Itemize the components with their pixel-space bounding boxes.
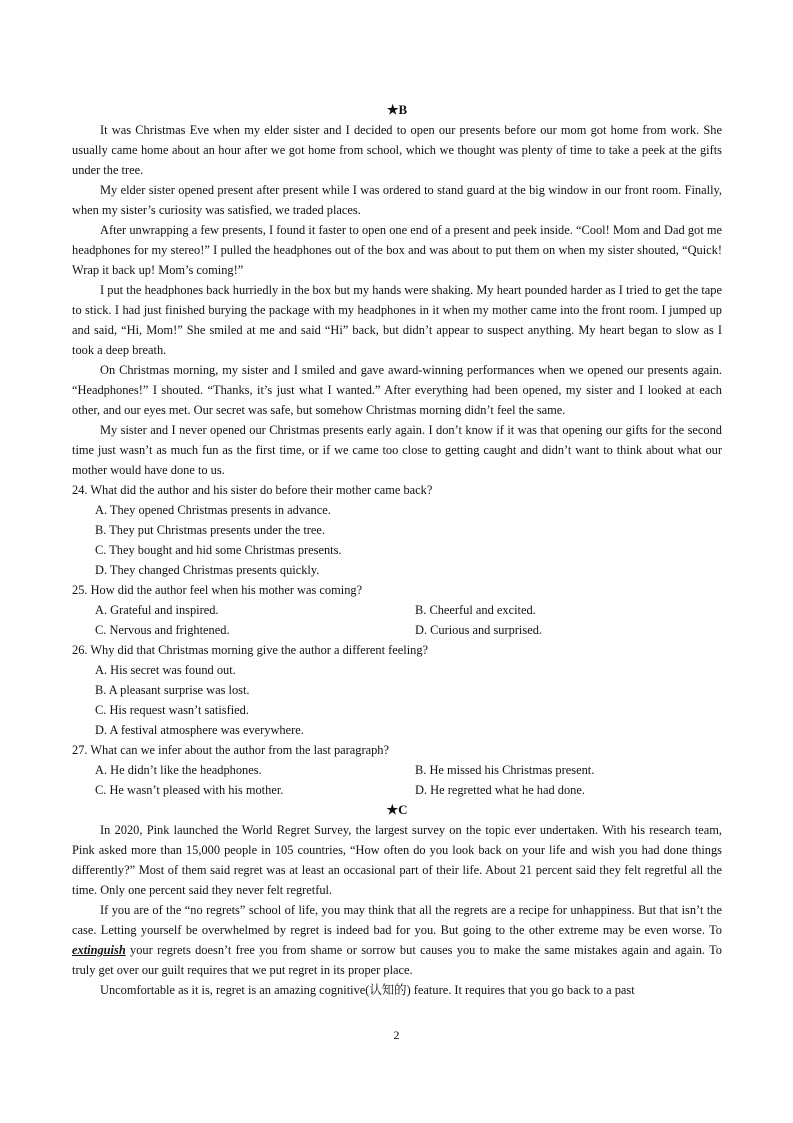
underlined-word: extinguish	[72, 943, 126, 957]
section-b-paragraph-4: I put the headphones back hurriedly in the box but my hands were shaking. My heart pounded harder as I tried to get the tape to stick. I had just finished burying the package with my headphones in it when my mother came into the front room. I jumped up and said, “Hi, Mom!” She smiled at me and said “Hi” back, but didn’t appear to suspect anything. My heart began to slow as I took a deep breath.	[72, 283, 722, 357]
question-24-option-d: D. They changed Christmas presents quickly.	[95, 563, 320, 577]
question-24-option-a: A. They opened Christmas presents in advance.	[95, 503, 331, 517]
question-25-stem: 25. How did the author feel when his mother was coming?	[72, 583, 363, 597]
question-27-options-row-2	[95, 780, 722, 800]
section-b-paragraph-2: My elder sister opened present after present while I was ordered to stand guard at the big window in our front room. Finally, when my sister’s curiosity was satisfied, we traded places.	[72, 183, 722, 217]
page-body	[72, 100, 722, 1000]
section-b-paragraph-3: After unwrapping a few presents, I found it faster to open one end of a present and peek inside. “Cool! Mom and Dad got me headphones for my stereo!” I pulled the headphones out of the box and was about to put them on when my sister shouted, “Quick! Wrap it back up! Mom’s coming!”	[72, 223, 722, 277]
question-25-option-b: B. Cheerful and excited.	[415, 603, 536, 617]
question-27-option-b: B. He missed his Christmas present.	[415, 763, 595, 777]
question-26-option-b: B. A pleasant surprise was lost.	[95, 683, 250, 697]
section-c-paragraph-2	[72, 900, 722, 980]
page-number: 2	[393, 1028, 400, 1042]
section-b-title: ★B	[386, 102, 408, 117]
question-26-option-a: A. His secret was found out.	[95, 663, 236, 677]
section-c-paragraph-2-start: If you are of the “no regrets” school of life, you may think that all the regrets are a recipe for unhappiness. But that isn’t the case. Letting yourself be overwhelmed by regret is indeed bad for you. But going to the other extreme may be even worse. To	[72, 903, 722, 937]
question-24-option-b: B. They put Christmas presents under the tree.	[95, 523, 325, 537]
question-27-option-c: C. He wasn’t pleased with his mother.	[95, 783, 284, 797]
section-c-paragraph-3: Uncomfortable as it is, regret is an amazing cognitive(认知的) feature. It requires that you go back to a past	[100, 983, 635, 997]
question-27-stem: 27. What can we infer about the author from the last paragraph?	[72, 743, 389, 757]
section-c-paragraph-1: In 2020, Pink launched the World Regret Survey, the largest survey on the topic ever undertaken. With his research team, Pink asked more than 15,000 people in 105 countries, “How often do you look back on your life and wish you had done things differently?” Most of them said regret was at least an occasional part of their life. About 21 percent said they felt regretful all the time. Only one percent said they never felt regretful.	[72, 823, 722, 897]
question-26-stem: 26. Why did that Christmas morning give the author a different feeling?	[72, 643, 429, 657]
question-27-option-d: D. He regretted what he had done.	[415, 783, 585, 797]
section-b-paragraph-6: My sister and I never opened our Christmas presents early again. I don’t know if it was that opening our gifts for the second time just wasn’t as much fun as the first time, or if we came too close to getting caught and didn’t want to think about what our mother would have done to us.	[72, 423, 722, 477]
section-b-paragraph-5: On Christmas morning, my sister and I smiled and gave award-winning performances when we opened our presents again. “Headphones!” I shouted. “Thanks, it’s just what I wanted.” After everything had been opened, my sister and I looked at each other, and our eyes met. Our secret was safe, but somehow Christmas morning didn’t feel the same.	[72, 363, 722, 417]
section-c-title: ★C	[386, 802, 408, 817]
question-25-option-c: C. Nervous and frightened.	[95, 623, 230, 637]
question-26-option-c: C. His request wasn’t satisfied.	[95, 703, 249, 717]
question-25-options-row-1	[95, 600, 722, 620]
question-25-options-row-2	[95, 620, 722, 640]
question-27-option-a: A. He didn’t like the headphones.	[95, 763, 262, 777]
question-25-option-d: D. Curious and surprised.	[415, 623, 542, 637]
question-24-stem: 24. What did the author and his sister do before their mother came back?	[72, 483, 433, 497]
question-25-option-a: A. Grateful and inspired.	[95, 603, 219, 617]
question-26-option-d: D. A festival atmosphere was everywhere.	[95, 723, 304, 737]
section-c-paragraph-2-end: your regrets doesn’t free you from shame or sorrow but causes you to make the same mistakes again and again. To truly get over our guilt requires that we put regret in its proper place.	[72, 943, 722, 977]
section-b-paragraph-1: It was Christmas Eve when my elder sister and I decided to open our presents before our mom got home from work. She usually came home about an hour after we got home from school, which we thought was plenty of time to take a peek at the gifts under the tree.	[72, 123, 722, 177]
question-24-option-c: C. They bought and hid some Christmas presents.	[95, 543, 342, 557]
question-27-options-row-1	[95, 760, 722, 780]
